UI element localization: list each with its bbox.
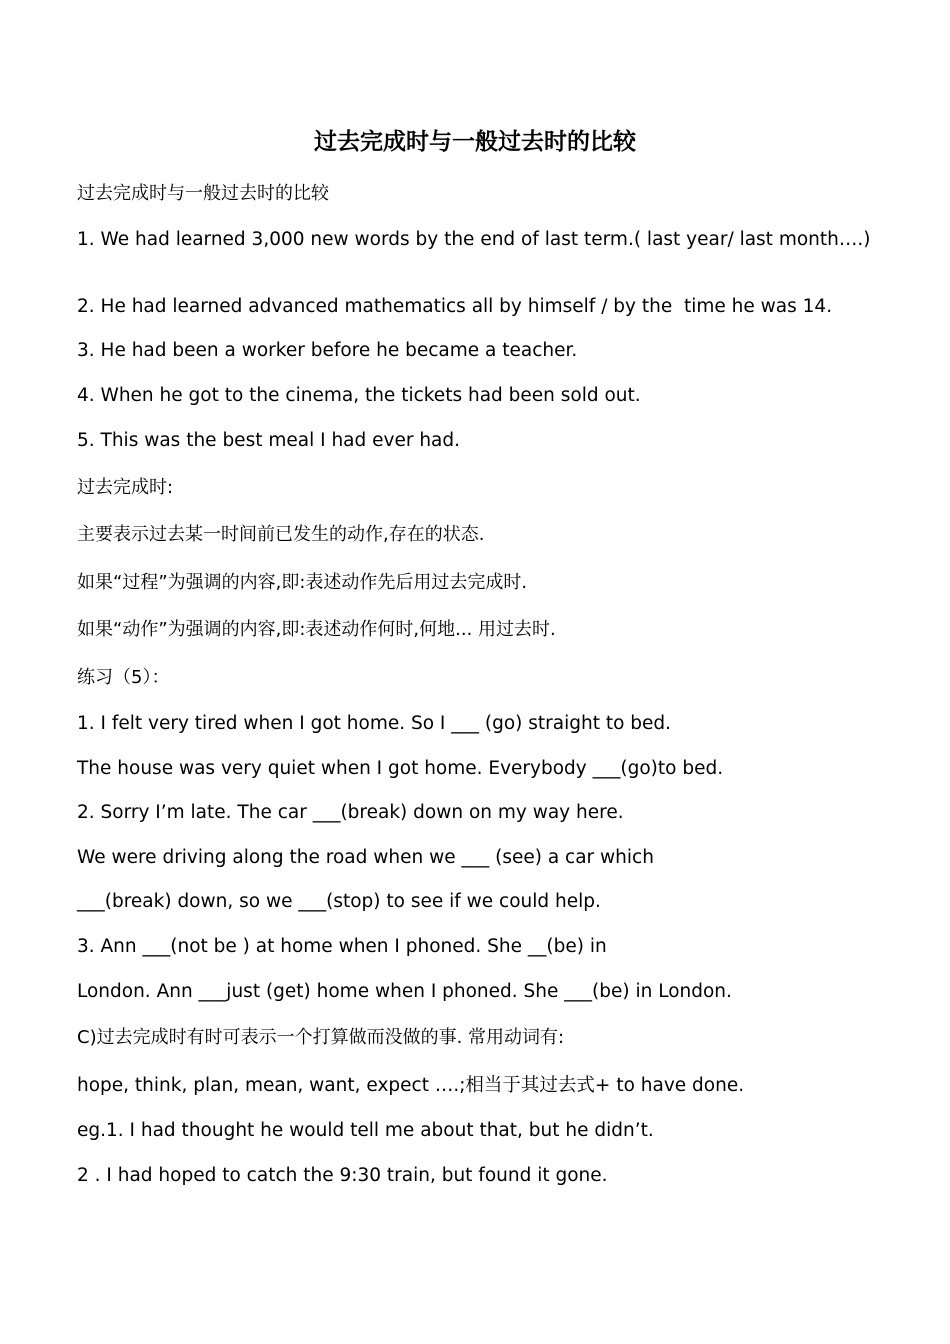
example-5: 5. This was the best meal I had ever had. xyxy=(77,430,461,451)
section-c: C)过去完成时有时可表示一个打算做而没做的事. 常用动词有: xyxy=(77,1027,565,1048)
document-title: 过去完成时与一般过去时的比较 xyxy=(314,129,636,155)
example-2: 2. He had learned advanced mathematics all by himself / by the time he was 14. xyxy=(77,296,833,317)
eg-line-1: eg.1. I had thought he would tell me about that, but he didn’t. xyxy=(77,1120,654,1141)
exercise-line-4: We were driving along the road when we ___ (see) a car which xyxy=(77,847,654,868)
exercise-line-3: 2. Sorry I’m late. The car ___(break) down on my way here. xyxy=(77,802,624,823)
example-1: 1. We had learned 3,000 new words by the end of last term.( last year/ last month….) xyxy=(77,229,871,250)
eg-line-2: 2 . I had hoped to catch the 9:30 train, but found it gone. xyxy=(77,1165,608,1186)
exercise-line-6: 3. Ann ___(not be ) at home when I phoned. She __(be) in xyxy=(77,936,607,957)
note-2: 如果“过程”为强调的内容,即:表述动作先后用过去完成时. xyxy=(77,572,528,593)
exercise-line-7: London. Ann ___just (get) home when I phoned. She ___(be) in London. xyxy=(77,981,732,1002)
exercise-line-5: ___(break) down, so we ___(stop) to see if we could help. xyxy=(77,891,601,912)
example-4: 4. When he got to the cinema, the tickets had been sold out. xyxy=(77,385,641,406)
verbs-line: hope, think, plan, mean, want, expect ….;相当于其过去式+ to have done. xyxy=(77,1075,745,1096)
exercise-line-1: 1. I felt very tired when I got home. So I ___ (go) straight to bed. xyxy=(77,713,672,734)
exercise-heading: 练习（5）： xyxy=(77,667,170,688)
note-3: 如果“动作”为强调的内容,即:表述动作何时,何地... 用过去时. xyxy=(77,619,556,640)
notes-heading: 过去完成时: xyxy=(77,477,174,498)
example-3: 3. He had been a worker before he became a teacher. xyxy=(77,340,578,361)
exercise-line-2: The house was very quiet when I got home. Everybody ___(go)to bed. xyxy=(77,758,724,779)
note-1: 主要表示过去某一时间前已发生的动作,存在的状态. xyxy=(77,524,485,545)
subtitle: 过去完成时与一般过去时的比较 xyxy=(77,183,329,204)
